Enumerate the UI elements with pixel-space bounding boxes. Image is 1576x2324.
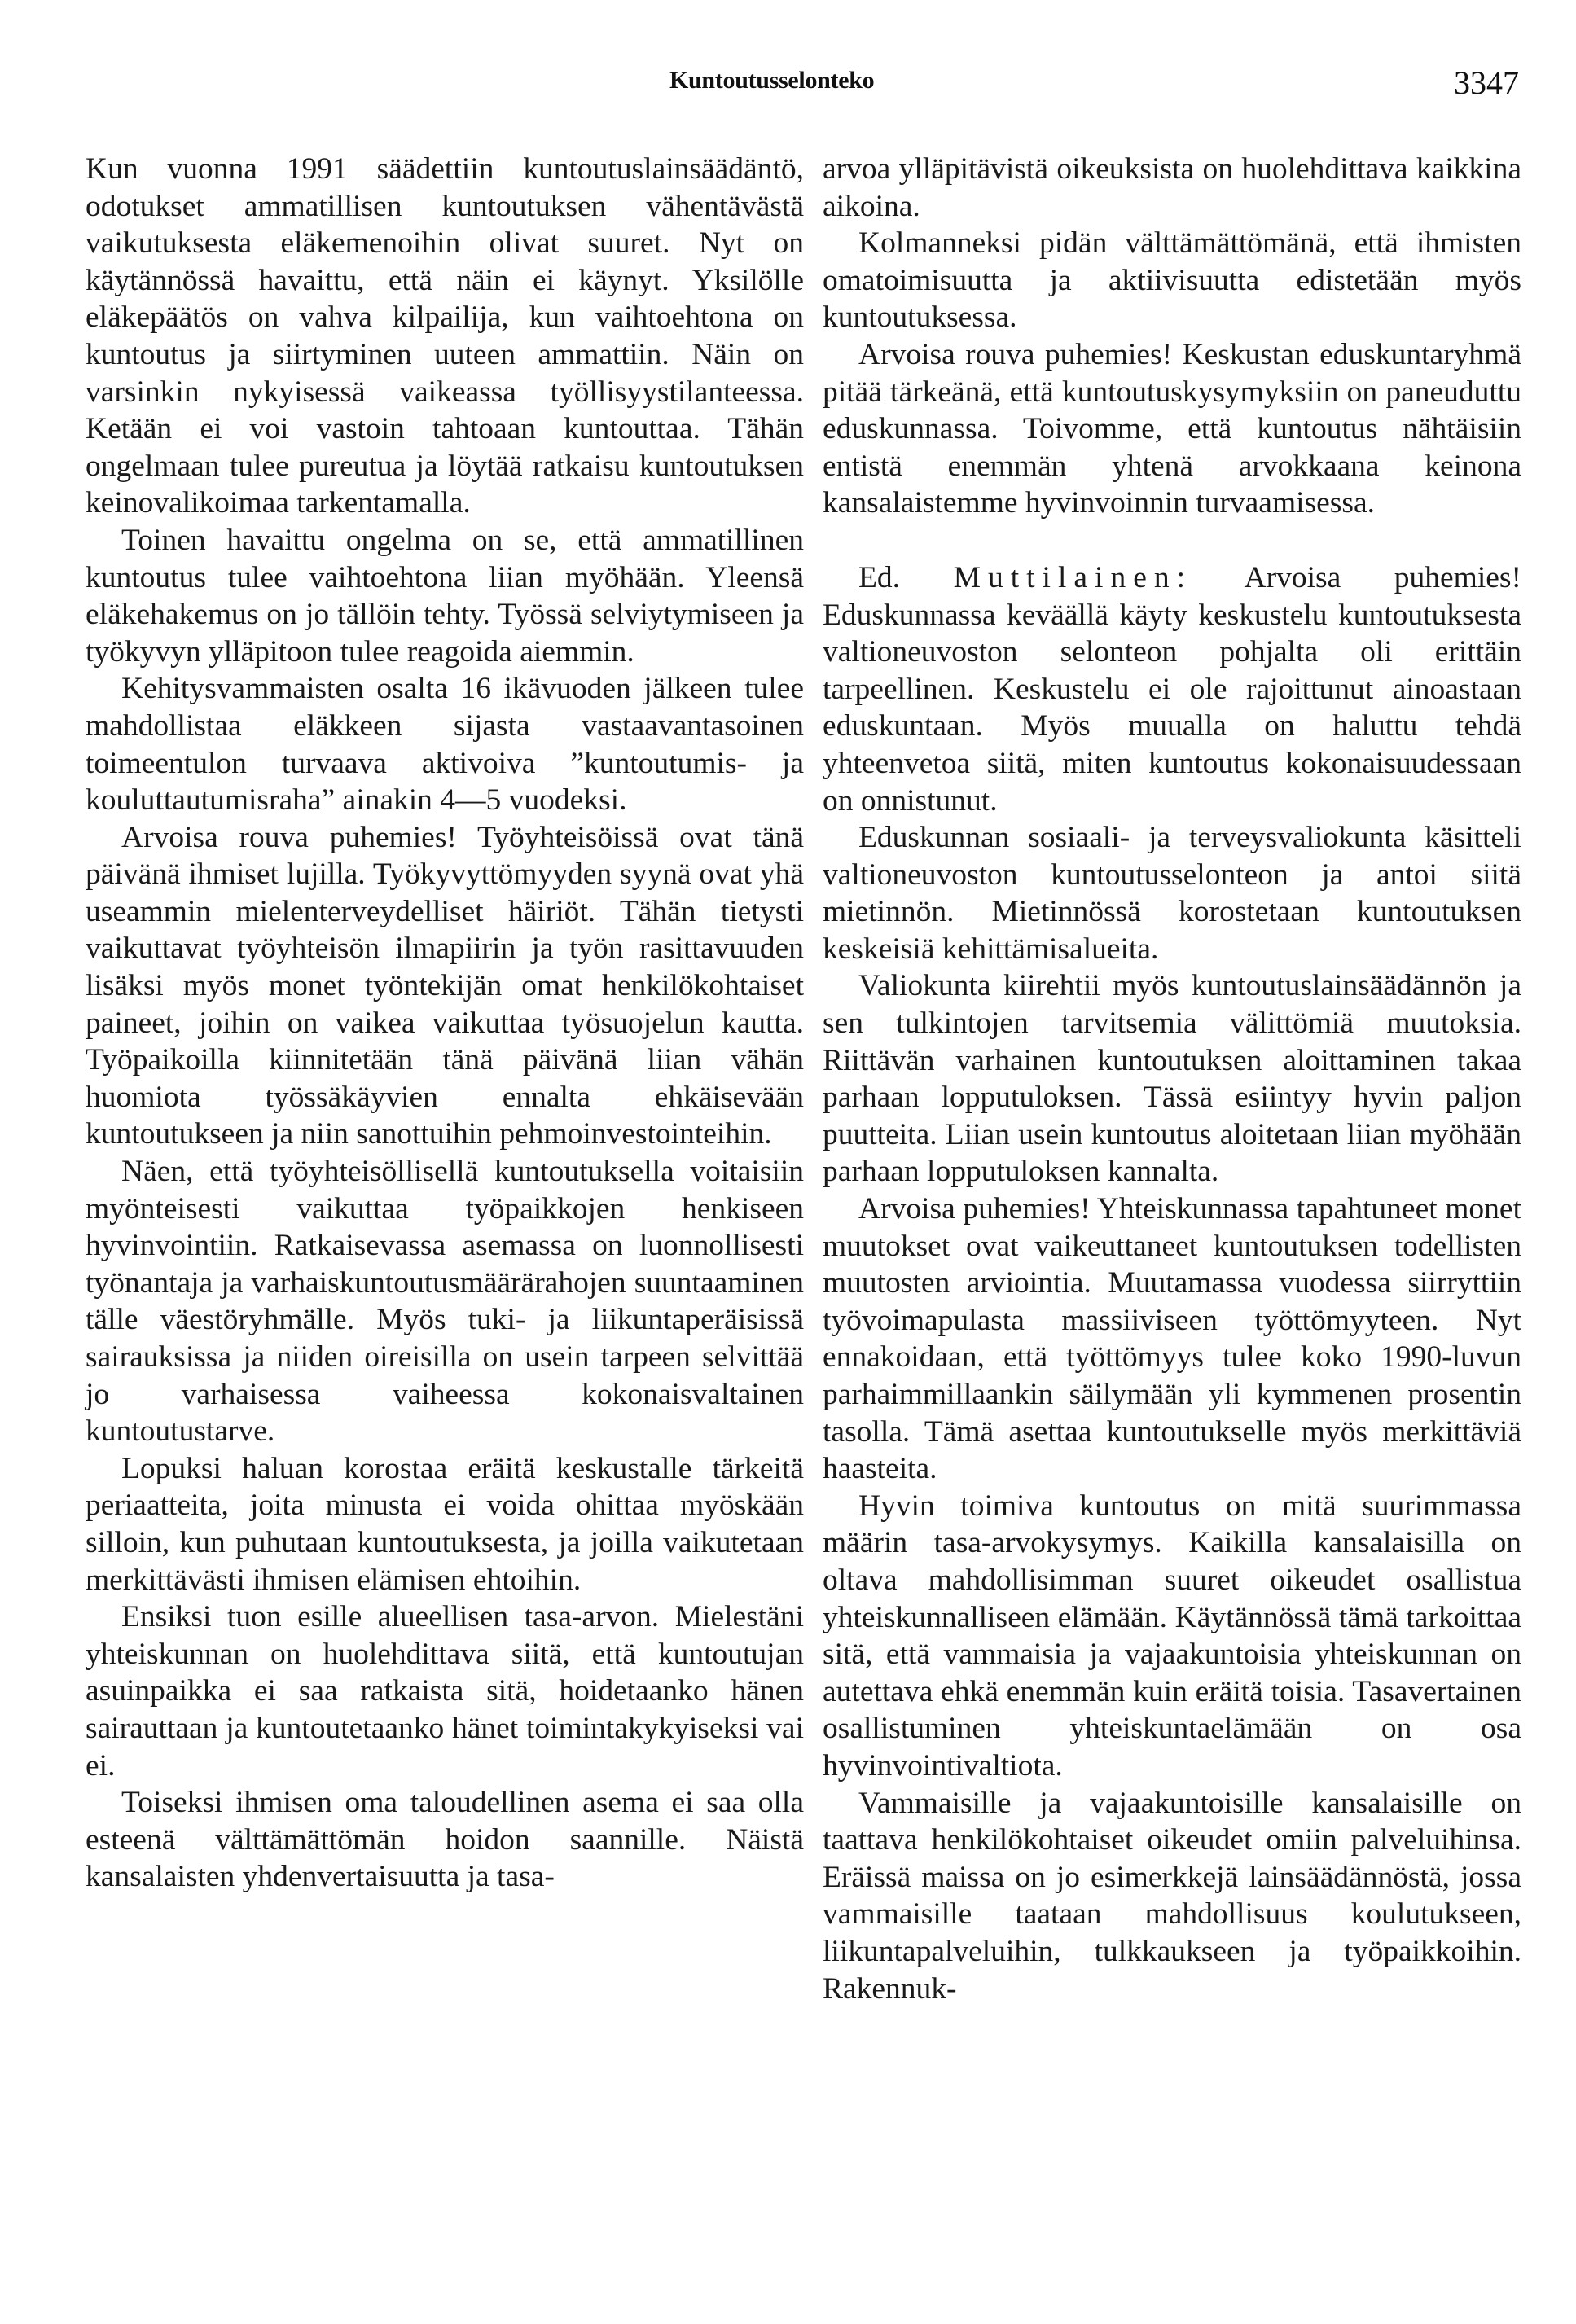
paragraph: Arvoisa puhemies! Yhteiskunnassa tapahtuneet monet muutokset ovat vaikeuttaneet kuntoutuksen todellisten muutosten arviointia. Muutamassa vuodessa siirryttiin työvoimapulasta massiiviseen työttömyyteen. Nyt ennakoidaan, että työttömyys tulee koko 1990-luvun parhaimmillaankin säilymään yli kymmenen prosentin tasolla. Tämä asettaa kuntoutukselle myös merkittäviä haasteita. [823,1192,1521,1486]
paragraph: Kolmanneksi pidän välttämättömänä, että ihmisten omatoimisuutta ja aktiivisuutta edistetään myös kuntoutuksessa. [823,226,1521,335]
right-column [823,151,1521,2007]
paragraph: Hyvin toimiva kuntoutus on mitä suurimmassa määrin tasa-arvokysymys. Kaikilla kansalaisilla on oltava mahdollisimman suuret oikeudet osallistua yhteiskunnalliseen elämään. Käytännössä tämä tarkoittaa sitä, että vammaisia ja vajaakuntoisia yhteiskunnan on autettava ehkä enemmän kuin eräitä toisia. Tasavertainen osallistuminen yhteiskuntaelämään on osa hyvinvointivaltiota. [823,1489,1521,1782]
paragraph: Kehitysvammaisten osalta 16 ikävuoden jälkeen tulee mahdollistaa eläkkeen sijasta vastaavantasoinen toimeentulon turvaava aktivoiva ”kuntoutumis- ja kouluttautumisraha” ainakin 4—5 vuodeksi. [86,672,804,818]
paragraph-continuation: arvoa ylläpitävistä oikeuksista on huolehdittava kaikkina aikoina. [823,152,1521,223]
running-header [0,64,1576,107]
speaker-prefix: Ed. [858,560,901,594]
paragraph: Kun vuonna 1991 säädettiin kuntoutuslainsäädäntö, odotukset ammatillisen kuntoutuksen vähentävästä vaikutuksesta eläkemenoihin olivat suuret. Nyt on käytännössä havaittu, että näin ei käynyt. Yksilölle eläkepäätös on vahva kilpailija, kun vaihtoehtona on kuntoutus ja siirtyminen uuteen ammattiin. Näin on varsinkin nykyisessä vaikeassa työllisyystilanteessa. Ketään ei voi vastoin tahtoaan kuntouttaa. Tähän ongelmaan tulee pureutua ja löytää ratkaisu kuntoutuksen keinovalikoimaa tarkentamalla. [86,152,804,520]
speaker-paragraph [823,559,1521,819]
left-column [86,151,804,1896]
paragraph: Lopuksi haluan korostaa eräitä keskustalle tärkeitä periaatteita, joita minusta ei voida ohittaa myöskään silloin, kun puhutaan kuntoutuksesta, ja joilla vaikutetaan merkittävästi ihmisen elämisen ehtoihin. [86,1451,804,1597]
page-number: 3347 [1454,64,1519,101]
paragraph: Toiseksi ihmisen oma taloudellinen asema ei saa olla esteenä välttämättömän hoidon saannille. Näistä kansalaisten yhdenvertaisuutta ja tasa- [86,1786,804,1894]
paragraph: Näen, että työyhteisöllisellä kuntoutuksella voitaisiin myönteisesti vaikuttaa työpaikkojen henkiseen hyvinvointiin. Ratkaisevassa asemassa on luonnollisesti työnantaja ja varhaiskuntoutusmäärärahojen suuntaaminen tälle väestöryhmälle. Myös tuki- ja liikuntaperäisissä sairauksissa ja niiden oireisilla on usein tarpeen selvittää jo varhaisessa vaiheessa kokonaisvaltainen kuntoutustarve. [86,1155,804,1449]
paragraph: Vammaisille ja vajaakuntoisille kansalaisille on taattava henkilökohtaiset oikeudet omiin palveluihinsa. Eräissä maissa on jo esimerkkejä lainsäädännöstä, jossa vammaisille taataan mahdollisuus koulutukseen, liikuntapalveluihin, tulkkaukseen ja työpaikkoihin. Rakennuk- [823,1786,1521,2006]
paragraph: Eduskunnan sosiaali- ja terveysvaliokunta käsitteli valtioneuvoston kuntoutusselonteon ja antoi siitä mietinnön. Mietinnössä korostetaan kuntoutuksen keskeisiä kehittämisalueita. [823,821,1521,966]
running-title: Kuntoutusselonteko [669,67,875,94]
paragraph: Valiokunta kiirehtii myös kuntoutuslainsäädännön ja sen tulkintojen tarvitsemia välittömiä muutoksia. Riittävän varhainen kuntoutuksen aloittaminen takaa parhaan lopputuloksen. Tässä esiintyy hyvin paljon puutteita. Liian usein kuntoutus aloitetaan liian myöhään parhaan lopputuloksen kannalta. [823,969,1521,1189]
paragraph: Ensiksi tuon esille alueellisen tasa-arvon. Mielestäni yhteiskunnan on huolehdittava siitä, että kuntoutujan asuinpaikka ei saa ratkaista sitä, hoidetaanko hänen sairauttaan ja kuntoutetaanko hänet toimintakykyiseksi vai ei. [86,1600,804,1782]
paragraph: Arvoisa rouva puhemies! Keskustan eduskuntaryhmä pitää tärkeänä, että kuntoutuskysymyksiin on paneuduttu eduskunnassa. Toivomme, että kuntoutus nähtäisiin entistä enemmän yhtenä arvokkaana keinona kansalaistemme hyvinvoinnin turvaamisessa. [823,337,1521,520]
paragraph: Arvoisa rouva puhemies! Työyhteisöissä ovat tänä päivänä ihmiset lujilla. Työkyvyttömyyden syynä ovat yhä useammin mielenterveydelliset häiriöt. Tähän tietysti vaikuttavat työyhteisön ilmapiirin ja työn rasittavuuden lisäksi myös monet työntekijän omat henkilökohtaiset paineet, joihin on vaikea vaikuttaa työsuojelun kautta. Työpaikoilla kiinnitetään tänä päivänä liian vähän huomiota työssäkäyvien ennalta ehkäisevään kuntoutukseen ja niin sanottuihin pehmoinvestointeihin. [86,820,804,1151]
speaker-text: Arvoisa puhemies! Eduskunnassa keväällä käyty keskustelu kuntoutuksesta valtioneuvoston selonteon pohjalta oli erittäin tarpeellinen. Keskustelu ei ole rajoittunut ainoastaan eduskuntaan. Myös muualla on haluttu tehdä yhteenvetoa siitä, miten kuntoutus kokonaisuudessaan on onnistunut. [823,560,1521,818]
speaker-name: Muttilainen: [953,560,1193,594]
paragraph: Toinen havaittu ongelma on se, että ammatillinen kuntoutus tulee vaihtoehtona liian myöhään. Yleensä eläkehakemus on jo tällöin tehty. Työssä selviytymiseen ja työkyvyn ylläpitoon tulee reagoida aiemmin. [86,523,804,669]
